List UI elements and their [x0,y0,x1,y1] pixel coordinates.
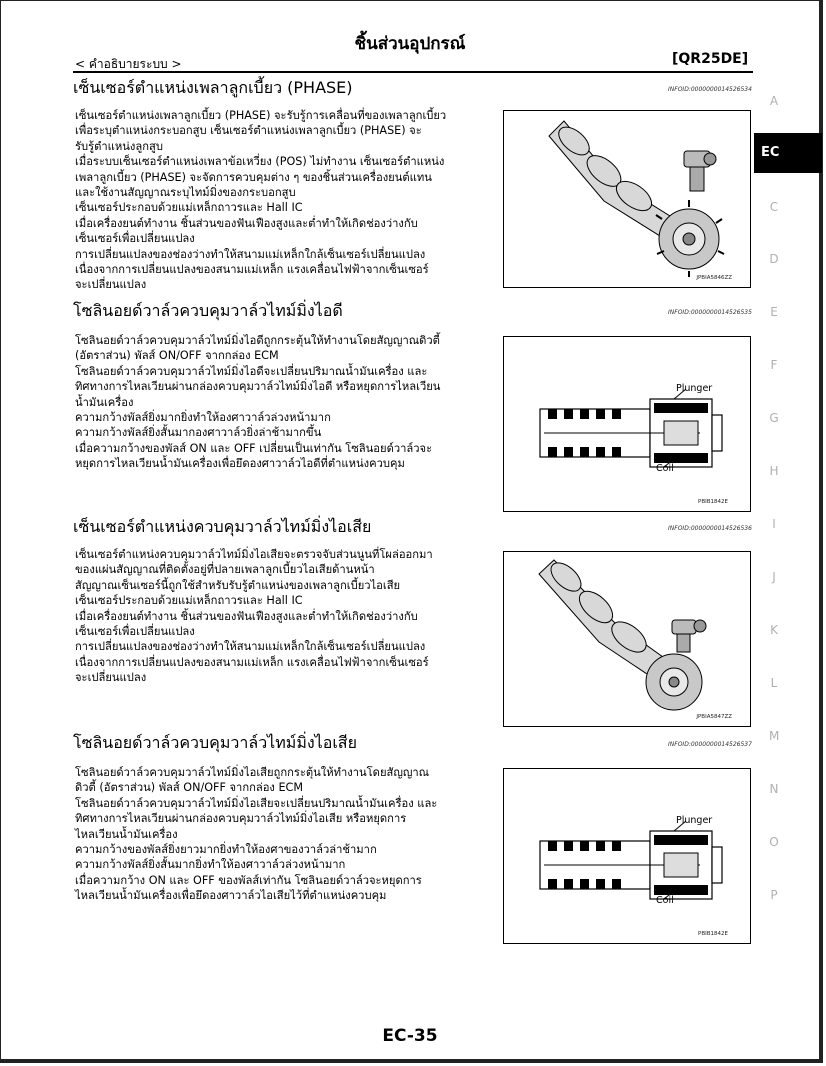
engine-code: [QR25DE] [672,51,749,67]
side-index-a[interactable]: A [769,94,779,108]
solenoid-valve-figure [503,336,751,512]
page-number: EC-35 [382,1026,438,1046]
side-index-e[interactable]: E [770,305,778,319]
plunger-label: Plunger [676,383,713,394]
side-index-k[interactable]: K [770,623,778,637]
section-body: เซ็นเซอร์ตำแหน่งควบคุมวาล์วไทม์มิ่งไอเสียจะตรวจจับส่วนนูนที่โผล่ออกมา ของแผ่นสัญญาณที่ติดตั้งอยู่ที่ปลายเพลาลูกเบี้ยวไอเสียด้านหน้า สัญญาณเซ็นเซอร์นี้ถูกใช้สำหรับรับรู้ตำแหน่งของเพลาลูกเบี้ยวไอเสีย เซ็นเซอร์ประกอบด้วยแม่เหล็กถาวรและ Hall IC เมื่อเครื่องยนต์ทำงาน ชิ้นส่วนของฟันเฟืองสูงและต่ำทำให้เกิดช่องว่างกับ เซ็นเซอร์เพื่อเปลี่ยนแปลง การเปลี่ยนแปลงของช่องว่างทำให้สนามแม่เหล็กใกล้เซ็นเซอร์เปลี่ยนแปลง เนื่องจากการเปลี่ยนแปลงของสนามแม่เหล็ก แรงเคลื่อนไฟฟ้าจากเซ็นเซอร์ จะเปลี่ยนแปลง [75,548,433,685]
camshaft-illustration [504,111,750,287]
solenoid-valve-figure [503,768,751,944]
info-id: INFOID:0000000014526535 [668,309,752,316]
figure-code: JPBIA5846ZZ [696,275,732,281]
section-title: โซลินอยด์วาล์วควบคุมวาล์วไทม์มิ่งไอดี [73,301,343,320]
side-index-c[interactable]: C [769,200,779,214]
side-index-o[interactable]: O [769,835,779,849]
camshaft-sensor-figure [503,110,751,288]
page-title: ชิ้นส่วนอุปกรณ์ [354,34,466,54]
section-body: โซลินอยด์วาล์วควบคุมวาล์วไทม์มิ่งไอเสียถูกกระตุ้นให้ทำงานโดยสัญญาณ ดิวตี้ (อัตราส่วน) พัลส์ ON/OFF จากกล่อง ECM โซลินอยด์วาล์วควบคุมวาล์วไทม์มิ่งไอเสียจะเปลี่ยนปริมาณน้ำมันเครื่อง และ ทิศทางการไหลเวียนผ่านกล่องควบคุมวาล์วไทม์มิ่งไอเสีย หรือหยุดการ ไหลเวียนน้ำมันเครื่อง ความกว้างของพัลส์ยิ่งยาวมากยิ่งทำให้องศาของวาล์วล่าช้ามาก ความกว้างพัลส์ยิ่งสั้นมากยิ่งทำให้องศาวาล์วล่วงหน้ามาก เมื่อความกว้าง ON และ OFF ของพัลส์เท่ากัน โซลินอยด์วาล์วจะหยุดการ ไหลเวียนน้ำมันเครื่องเพื่อยึดองศาวาล์วไอเสียไว้ที่ตำแหน่งควบคุม [75,766,438,903]
section-title: เซ็นเซอร์ตำแหน่งควบคุมวาล์วไทม์มิ่งไอเสีย [73,517,372,536]
side-index-i[interactable]: I [772,517,776,531]
solenoid-illustration [504,769,750,943]
side-index-g[interactable]: G [769,411,779,425]
info-id: INFOID:0000000014526534 [668,86,752,93]
coil-label: Coil [656,463,674,474]
side-index-h[interactable]: H [769,464,779,478]
side-index-active[interactable]: EC [754,133,822,173]
info-id: INFOID:0000000014526536 [668,525,752,532]
side-index-n[interactable]: N [769,782,779,796]
section-title: โซลินอยด์วาล์วควบคุมวาล์วไทม์มิ่งไอเสีย [73,733,357,752]
side-index-p[interactable]: P [770,888,778,902]
figure-code: PBIB1842E [698,499,728,505]
section-body: เซ็นเซอร์ตำแหน่งเพลาลูกเบี้ยว (PHASE) จะรับรู้การเคลื่อนที่ของเพลาลูกเบี้ยว เพื่อระบุตำแหน่งกระบอกสูบ เซ็นเซอร์ตำแหน่งเพลาลูกเบี้ยว (PHASE) จะ รับรู้ตำแหน่งลูกสูบ เมื่อระบบเซ็นเซอร์ตำแหน่งเพลาข้อเหวี่ยง (POS) ไม่ทำงาน เซ็นเซอร์ตำแหน่ง เพลาลูกเบี้ยว (PHASE) จะจัดการควบคุมต่าง ๆ ของชิ้นส่วนเครื่องยนต์แทน และใช้งานสัญญาณระบุไทม์มิ่งของกระบอกสูบ เซ็นเซอร์ประกอบด้วยแม่เหล็กถาวรและ Hall IC เมื่อเครื่องยนต์ทำงาน ชิ้นส่วนของฟันเฟืองสูงและต่ำทำให้เกิดช่องว่างกับ เซ็นเซอร์เพื่อเปลี่ยนแปลง การเปลี่ยนแปลงของช่องว่างทำให้สนามแม่เหล็กใกล้เซ็นเซอร์เปลี่ยนแปลง เนื่องจากการเปลี่ยนแปลงของสนามแม่เหล็ก แรงเคลื่อนไฟฟ้าจากเซ็นเซอร์ จะเปลี่ยนแปลง [75,109,447,292]
section-title: เซ็นเซอร์ตำแหน่งเพลาลูกเบี้ยว (PHASE) [73,78,353,97]
plunger-label: Plunger [676,815,713,826]
exhaust-sensor-figure [503,551,751,727]
figure-code: PBIB1842E [698,931,728,937]
side-index-f[interactable]: F [770,358,778,372]
section-body: โซลินอยด์วาล์วควบคุมวาล์วไทม์มิ่งไอดีถูกกระตุ้นให้ทำงานโดยสัญญาณดิวตี้ (อัตราส่วน) พัลส์ ON/OFF จากกล่อง ECM โซลินอยด์วาล์วควบคุมวาล์วไทม์มิ่งไอดีจะเปลี่ยนปริมาณน้ำมันเครื่อง และ ทิศทางการไหลเวียนผ่านกล่องควบคุมวาล์วไทม์มิ่งไอดี หรือหยุดการไหลเวียน น้ำมันเครื่อง ความกว้างพัลส์ยิ่งมากยิ่งทำให้องศาวาล์วล่วงหน้ามาก ความกว้างพัลส์ยิ่งสั้นมากองศาวาล์วยิ่งล่าช้ามากขึ้น เมื่อความกว้างของพัลส์ ON และ OFF เปลี่ยนเป็นเท่ากัน โซลินอยด์วาล์วจะ หยุดการไหลเวียนน้ำมันเครื่องเพื่อยึดองศาวาล์วไอดีที่ตำแหน่งควบคุม [75,334,441,471]
figure-code: JPBIA5847ZZ [696,714,732,720]
header-rule [73,71,753,73]
info-id: INFOID:0000000014526537 [668,741,752,748]
side-index-d[interactable]: D [769,252,779,266]
breadcrumb[interactable]: < คำอธิบายระบบ > [75,57,182,71]
solenoid-illustration [504,337,750,511]
side-index-l[interactable]: L [770,676,778,690]
side-index-m[interactable]: M [769,729,780,743]
coil-label: Coil [656,895,674,906]
side-index-j[interactable]: J [772,570,776,584]
camshaft-illustration [504,552,750,726]
